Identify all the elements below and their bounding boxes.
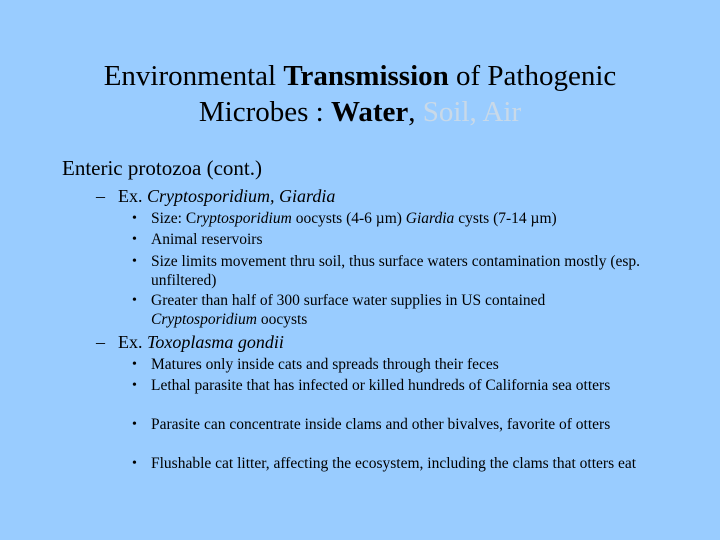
bullet-marker: •: [132, 293, 137, 308]
bullet-marker: •: [132, 456, 137, 471]
toxo-ex-name: Toxoplasma gondii: [142, 332, 284, 352]
bullet-marker: •: [132, 357, 137, 372]
heading-enteric-protozoa: Enteric protozoa (cont.): [62, 156, 262, 180]
animal-text: Animal reservoirs: [151, 231, 263, 248]
lethal-text: Lethal parasite that has infected or killed hundreds of California sea otters: [151, 377, 611, 394]
crypto-limits-item: [130, 252, 650, 290]
slide-title: [40, 58, 680, 130]
title-bold-water: Water: [330, 96, 409, 128]
size-e: cysts (7-14 µm): [454, 210, 557, 227]
greater-c: oocysts: [256, 311, 308, 328]
dash-marker: –: [96, 186, 105, 206]
size-a: Size: C: [151, 210, 197, 227]
greater-a: Greater than half of 300 surface water supplies in US contained: [151, 292, 546, 309]
limits-text: Size limits movement thru soil, thus surface waters contamination mostly (esp. unfiltered): [151, 253, 641, 289]
title-text-3: Microbes :: [198, 96, 331, 128]
bullet-marker: •: [132, 378, 137, 393]
title-comma: ,: [408, 96, 416, 128]
crypto-animal-item: [130, 230, 650, 249]
bullet-marker: •: [132, 417, 137, 432]
toxo-parasite-item: [130, 415, 650, 434]
title-bold-transmission: Transmission: [283, 60, 449, 92]
title-faded-soil-air: Soil, Air: [415, 96, 522, 128]
matures-text: Matures only inside cats and spreads through their feces: [151, 356, 499, 373]
size-c: oocysts (4-6 µm): [291, 210, 406, 227]
parasite-text: Parasite can concentrate inside clams and other bivalves, favorite of otters: [151, 416, 611, 433]
bullet-marker: •: [132, 232, 137, 247]
bullet-marker: •: [132, 254, 137, 269]
toxo-ex-prefix: Ex.: [118, 332, 143, 352]
crypto-size-item: [130, 209, 650, 228]
bullet-marker: •: [132, 211, 137, 226]
greater-b: Cryptosporidium: [151, 311, 257, 328]
size-b: ryptosporidium: [196, 210, 292, 227]
dash-marker: –: [96, 332, 105, 352]
crypto-ex-prefix: Ex.: [118, 186, 143, 206]
toxo-flushable-item: [130, 454, 650, 473]
crypto-ex-name: Cryptosporidium, Giardia: [142, 186, 336, 206]
toxo-matures-item: [130, 355, 650, 374]
title-text-2: of Pathogenic: [448, 60, 617, 92]
title-text-1: Environmental: [103, 60, 284, 92]
crypto-greater-item: [130, 291, 650, 329]
toxo-lethal-item: [130, 376, 650, 395]
size-d: Giardia: [405, 210, 455, 227]
flushable-text: Flushable cat litter, affecting the ecosystem, including the clams that otters eat: [151, 455, 637, 472]
